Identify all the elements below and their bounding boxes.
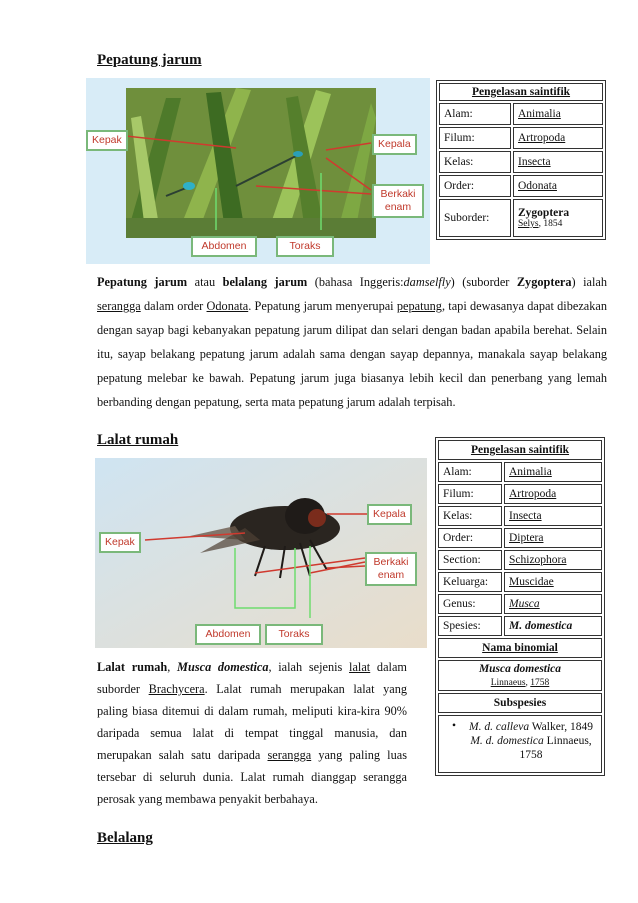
text-run: atau (187, 275, 223, 289)
text-run: . Pepatung jarum menyerupai (248, 299, 397, 313)
term-damselfly: damselfly (403, 275, 451, 289)
text-run: dalam order (140, 299, 207, 313)
taxonomy-value-link[interactable]: Odonata (513, 175, 603, 197)
text-run: , (167, 660, 178, 674)
genus-link[interactable]: Musca (504, 594, 602, 614)
text-run: ) ialah (571, 275, 607, 289)
term-musca-domestica: Musca domestica (177, 660, 269, 674)
binomial-author-link[interactable]: Linnaeus (490, 678, 526, 688)
label-kepak: Kepak (99, 532, 141, 553)
housefly-photo (95, 458, 427, 648)
text-run: , ialah sejenis (268, 660, 350, 674)
taxonomy-value-link[interactable]: Insecta (513, 151, 603, 173)
taxonomy-value-link[interactable]: Animalia (513, 103, 603, 125)
subspecies-1-name: M. d. calleva (469, 721, 530, 733)
label-kepak: Kepak (86, 130, 128, 151)
link-odonata[interactable]: Odonata (206, 299, 249, 313)
link-lalat[interactable]: lalat (349, 660, 371, 674)
label-abdomen: Abdomen (195, 624, 261, 645)
link-pepatung[interactable]: pepatung (396, 299, 442, 313)
text-run: . Lalat rumah merupakan lalat yang paling biasa ditemui di dalam rumah, meliputi kira-kira 90% daripada semua lalat di tempat tinggal manusia, dan merupakan salah satu daripada (97, 682, 407, 762)
text-run: ) (suborder (450, 275, 517, 289)
subspecies-2-name: M. d. domestica (470, 735, 544, 747)
suborder-year: , 1854 (538, 219, 563, 229)
taxonomy-key: Keluarga: (438, 572, 502, 592)
taxonomy-value-link[interactable]: Artropoda (513, 127, 603, 149)
text-run: (bahasa Inggeris: (307, 275, 404, 289)
damselfly-image (86, 78, 430, 264)
term-lalat-rumah: Lalat rumah (97, 660, 168, 674)
label-toraks: Toraks (276, 236, 334, 257)
link-serangga[interactable]: serangga (97, 299, 141, 313)
subspecies-header: Subspesies (438, 693, 602, 713)
binomial-header: Nama binomial (438, 638, 602, 658)
text-run: yang paling luas tersebar di seluruh dunia. Lalat rumah dianggap serangga perosak yang membawa penyakit berbahaya. (97, 748, 407, 806)
taxonomy-suborder-cell (513, 199, 603, 237)
subspecies-2-author: Linnaeus, 1758 (519, 735, 592, 761)
taxonomy-value-link[interactable]: Muscidae (504, 572, 602, 592)
subspecies-list-item (443, 720, 597, 762)
taxonomy-header: Pengelasan saintifik (438, 440, 602, 460)
term-pepatung-jarum: Pepatung jarum (97, 275, 188, 289)
taxonomy-key: Genus: (438, 594, 502, 614)
label-kepala: Kepala (372, 134, 417, 155)
binomial-year-link[interactable]: 1758 (530, 678, 550, 688)
heading-pepatung-jarum: Pepatung jarum (97, 52, 202, 68)
subspecies-1-author: Walker, 1849 (529, 721, 593, 733)
text-run: , tapi dewasanya dapat dibezakan dengan sayap bagi kebanyakan pepatung jarum dilipat dan selari dengan badan apabila berehat. Selain itu, sayap belakang pepatung jarum adalah sama dengan sayap depannya, manakala sayap belakang pepatung melebar ke bawah. Pepatung jarum juga biasanya lebih kecil dan penerbang yang lemah berbanding dengan pepatung, serta mata pepatung jarum adalah terpisah. (97, 299, 607, 409)
taxonomy-key: Alam: (439, 103, 511, 125)
subspecies-text (465, 720, 597, 762)
heading-belalang: Belalang (97, 830, 153, 846)
taxonomy-key: Order: (439, 175, 511, 197)
taxonomy-key: Order: (438, 528, 502, 548)
label-berkaki-enam: Berkaki enam (365, 552, 417, 586)
damselfly-photo (86, 78, 430, 264)
taxonomy-key: Filum: (438, 484, 502, 504)
label-kepala: Kepala (367, 504, 412, 525)
text-run: dalam suborder (97, 660, 407, 696)
link-serangga[interactable]: serangga (267, 748, 312, 762)
binomial-cell: Musca domestica Linnaeus, 1758 (438, 660, 602, 691)
term-zygoptera: Zygoptera (516, 275, 572, 289)
subspecies-cell (438, 715, 602, 773)
taxonomy-key: Suborder: (439, 199, 511, 237)
label-abdomen: Abdomen (191, 236, 257, 257)
taxonomy-value-link[interactable]: Artropoda (504, 484, 602, 504)
taxonomy-key: Filum: (439, 127, 511, 149)
label-berkaki-enam: Berkaki enam (372, 184, 424, 218)
paragraph-pepatung-jarum (97, 270, 607, 414)
species-name: M. domestica (504, 616, 602, 636)
binomial-name: Musca domestica (478, 663, 562, 675)
taxonomy-key: Section: (438, 550, 502, 570)
taxonomy-value-link[interactable]: Insecta (504, 506, 602, 526)
suborder-author-link[interactable]: Selys (518, 219, 539, 229)
taxonomy-table-lalat-rumah (435, 437, 605, 776)
heading-lalat-rumah: Lalat rumah (97, 432, 179, 448)
taxonomy-key: Spesies: (438, 616, 502, 636)
taxonomy-value-link[interactable]: Schizophora (504, 550, 602, 570)
paragraph-lalat-rumah (97, 656, 407, 810)
taxonomy-header: Pengelasan saintifik (439, 83, 603, 101)
taxonomy-key: Kelas: (439, 151, 511, 173)
taxonomy-key: Kelas: (438, 506, 502, 526)
label-toraks: Toraks (265, 624, 323, 645)
link-brachycera[interactable]: Brachycera (148, 682, 205, 696)
taxonomy-value-link[interactable]: Animalia (504, 462, 602, 482)
term-belalang-jarum: belalang jarum (222, 275, 308, 289)
taxonomy-key: Alam: (438, 462, 502, 482)
bullet-icon: • (451, 720, 457, 732)
taxonomy-table-pepatung (436, 80, 606, 240)
suborder-name: Zygoptera (518, 207, 570, 219)
taxonomy-value-link[interactable]: Diptera (504, 528, 602, 548)
